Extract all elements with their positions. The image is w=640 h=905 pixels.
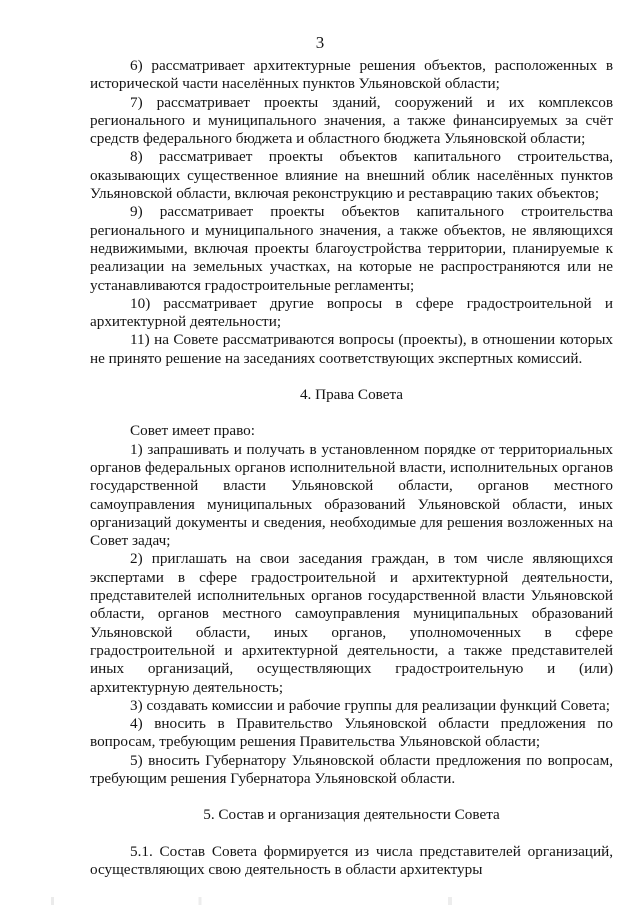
paragraph-item-6: 6) рассматривает архитектурные решения объектов, расположенных в исторической части населённых пунктов Ульяновской области; [90,57,613,93]
right-item-4: 4) вносить в Правительство Ульяновской области предложения по вопросам, требующим решения Правительства Ульяновской области; [90,715,613,751]
page-number: 3 [315,33,325,52]
section-5-paragraph: 5.1. Состав Совета формируется из числа представителей организаций, осуществляющих свою деятельность в области архитектуры [90,842,613,878]
scan-specks [0,897,640,905]
right-item-5: 5) вносить Губернатору Ульяновской области предложения по вопросам, требующим решения Губернатора Ульяновской области. [90,751,613,787]
right-item-1: 1) запрашивать и получать в установленном порядке от территориальных органов федеральных органов исполнительной власти, исполнительных органов государственной власти Ульяновской области, органов местного самоуправления муниципальных образований Ульяновской области, иных организаций документы и сведения, необходимые для решения возложенных на Совет задач; [90,440,613,550]
document-body [90,57,613,879]
paragraph-item-7: 7) рассматривает проекты зданий, сооружений и их комплексов регионального и муниципального значения, а также финансируемых за счёт средств федерального бюджета и областного бюджета Ульяновской области; [90,93,613,148]
paragraph-item-11: 11) на Совете рассматриваются вопросы (проекты), в отношении которых не принято решение на заседаниях соответствующих экспертных комиссий. [90,331,613,367]
right-item-3: 3) создавать комиссии и рабочие группы для реализации функций Совета; [130,696,610,714]
section-5-heading: 5. Состав и организация деятельности Совета [203,806,500,824]
section-4-intro: Совет имеет право: [130,422,255,440]
right-item-2: 2) приглашать на свои заседания граждан, в том числе являющихся экспертами в сфере градостроительной и архитектурной деятельности, представителей исполнительных органов государственной власти Ульяновской области, органов местного самоуправления муниципальных образований Ульяновской области, иных органов, уполномоченных в сфере градостроительной и архитектурной деятельности, а также представителей иных организаций, осуществляющих градостроительную и (или) архитектурную деятельность; [90,550,613,696]
paragraph-item-8: 8) рассматривает проекты объектов капитального строительства, оказывающих существенное влияние на внешний облик населённых пунктов Ульяновской области, включая реконструкцию и реставрацию таких объектов; [90,148,613,203]
paragraph-item-10: 10) рассматривает другие вопросы в сфере градостроительной и архитектурной деятельности; [90,294,613,331]
section-4-heading: 4. Права Совета [299,386,404,404]
paragraph-item-9: 9) рассматривает проекты объектов капитального строительства регионального и муниципального значения, а также объектов, не являющихся недвижимыми, включая проекты благоустройства территории, планируемые к реализации на земельных участках, на которые не распространяются или не устанавливаются градостроительные регламенты; [90,203,613,294]
